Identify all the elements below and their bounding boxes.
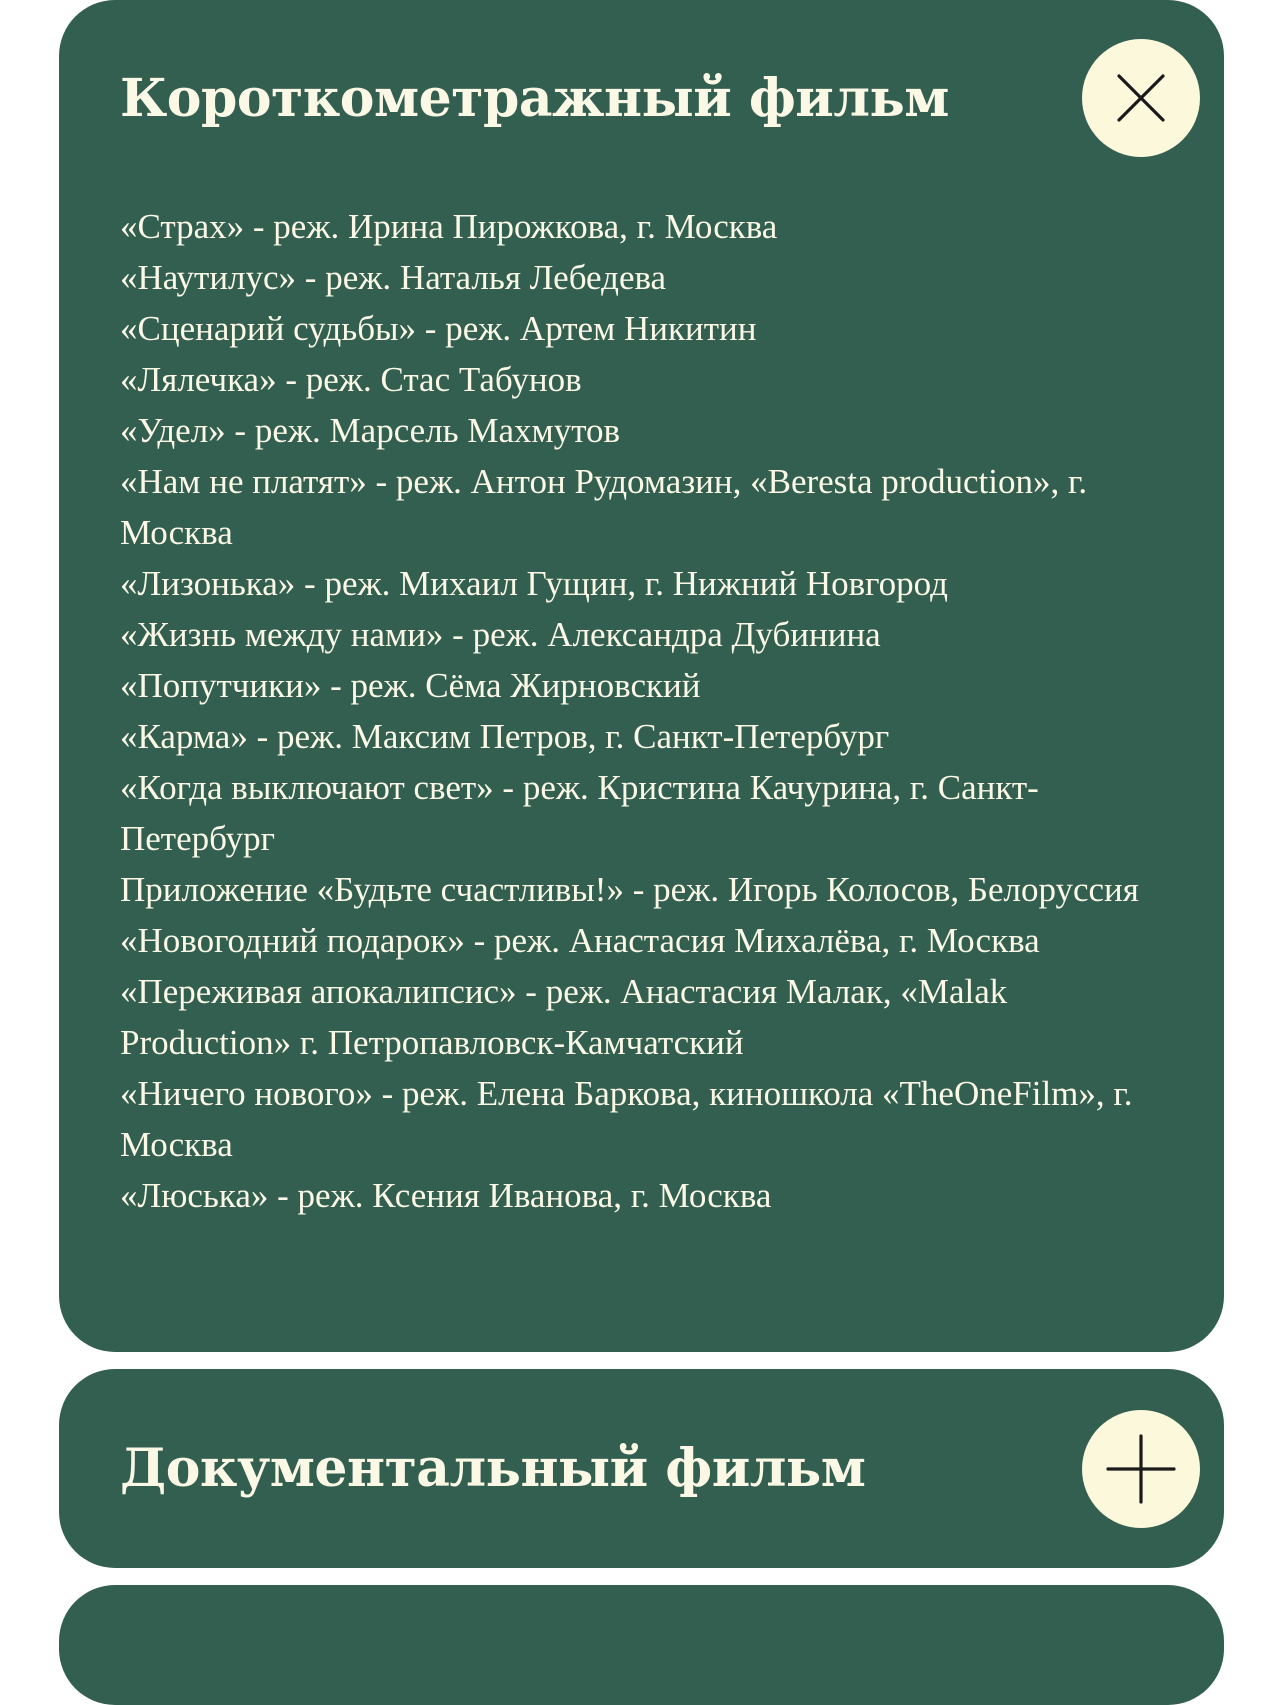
close-icon — [1113, 70, 1169, 126]
film-entry: «Удел» - реж. Марсель Махмутов — [120, 411, 621, 450]
film-entry: «Карма» - реж. Максим Петров, г. Санкт-Петербург — [120, 717, 890, 756]
film-entry: «Лялечка» - реж. Стас Табунов — [120, 360, 582, 399]
accordion-section-next[interactable] — [59, 1585, 1224, 1705]
plus-icon — [1106, 1434, 1176, 1504]
film-entry: «Переживая апокалипсис» - реж. Анастасия Малак, «Malak Production» г. Петропавловск-Камчатский — [120, 972, 1008, 1062]
film-entry: «Попутчики» - реж. Сёма Жирновский — [120, 666, 701, 705]
film-entry: «Нам не платят» - реж. Антон Рудомазин, «Beresta production», г. Москва — [120, 462, 1088, 552]
section-title-short-film[interactable]: Короткометражный фильм — [120, 68, 949, 129]
film-entry: «Люська» - реж. Ксения Иванова, г. Москва — [120, 1176, 772, 1215]
accordion-section-short-film — [59, 0, 1224, 1352]
film-entry: «Жизнь между нами» - реж. Александра Дубинина — [120, 615, 881, 654]
film-entry: «Ничего нового» - реж. Елена Баркова, киношкола «TheOneFilm», г. Москва — [120, 1074, 1133, 1164]
section-title-documentary[interactable]: Документальный фильм — [120, 1438, 866, 1499]
film-entry: Приложение «Будьте счастливы!» - реж. Игорь Колосов, Белоруссия — [120, 870, 1139, 909]
film-entry: «Когда выключают свет» - реж. Кристина Качурина, г. Санкт-Петербург — [120, 768, 1039, 858]
expand-button[interactable] — [1082, 1410, 1200, 1528]
film-entry: «Сценарий судьбы» - реж. Артем Никитин — [120, 309, 757, 348]
film-list — [120, 201, 1180, 1221]
accordion-section-documentary[interactable] — [59, 1369, 1224, 1568]
film-entry: «Новогодний подарок» - реж. Анастасия Михалёва, г. Москва — [120, 921, 1040, 960]
film-entry: «Страх» - реж. Ирина Пирожкова, г. Москва — [120, 207, 778, 246]
film-entry: «Лизонька» - реж. Михаил Гущин, г. Нижний Новгород — [120, 564, 948, 603]
collapse-button[interactable] — [1082, 39, 1200, 157]
film-entry: «Наутилус» - реж. Наталья Лебедева — [120, 258, 667, 297]
